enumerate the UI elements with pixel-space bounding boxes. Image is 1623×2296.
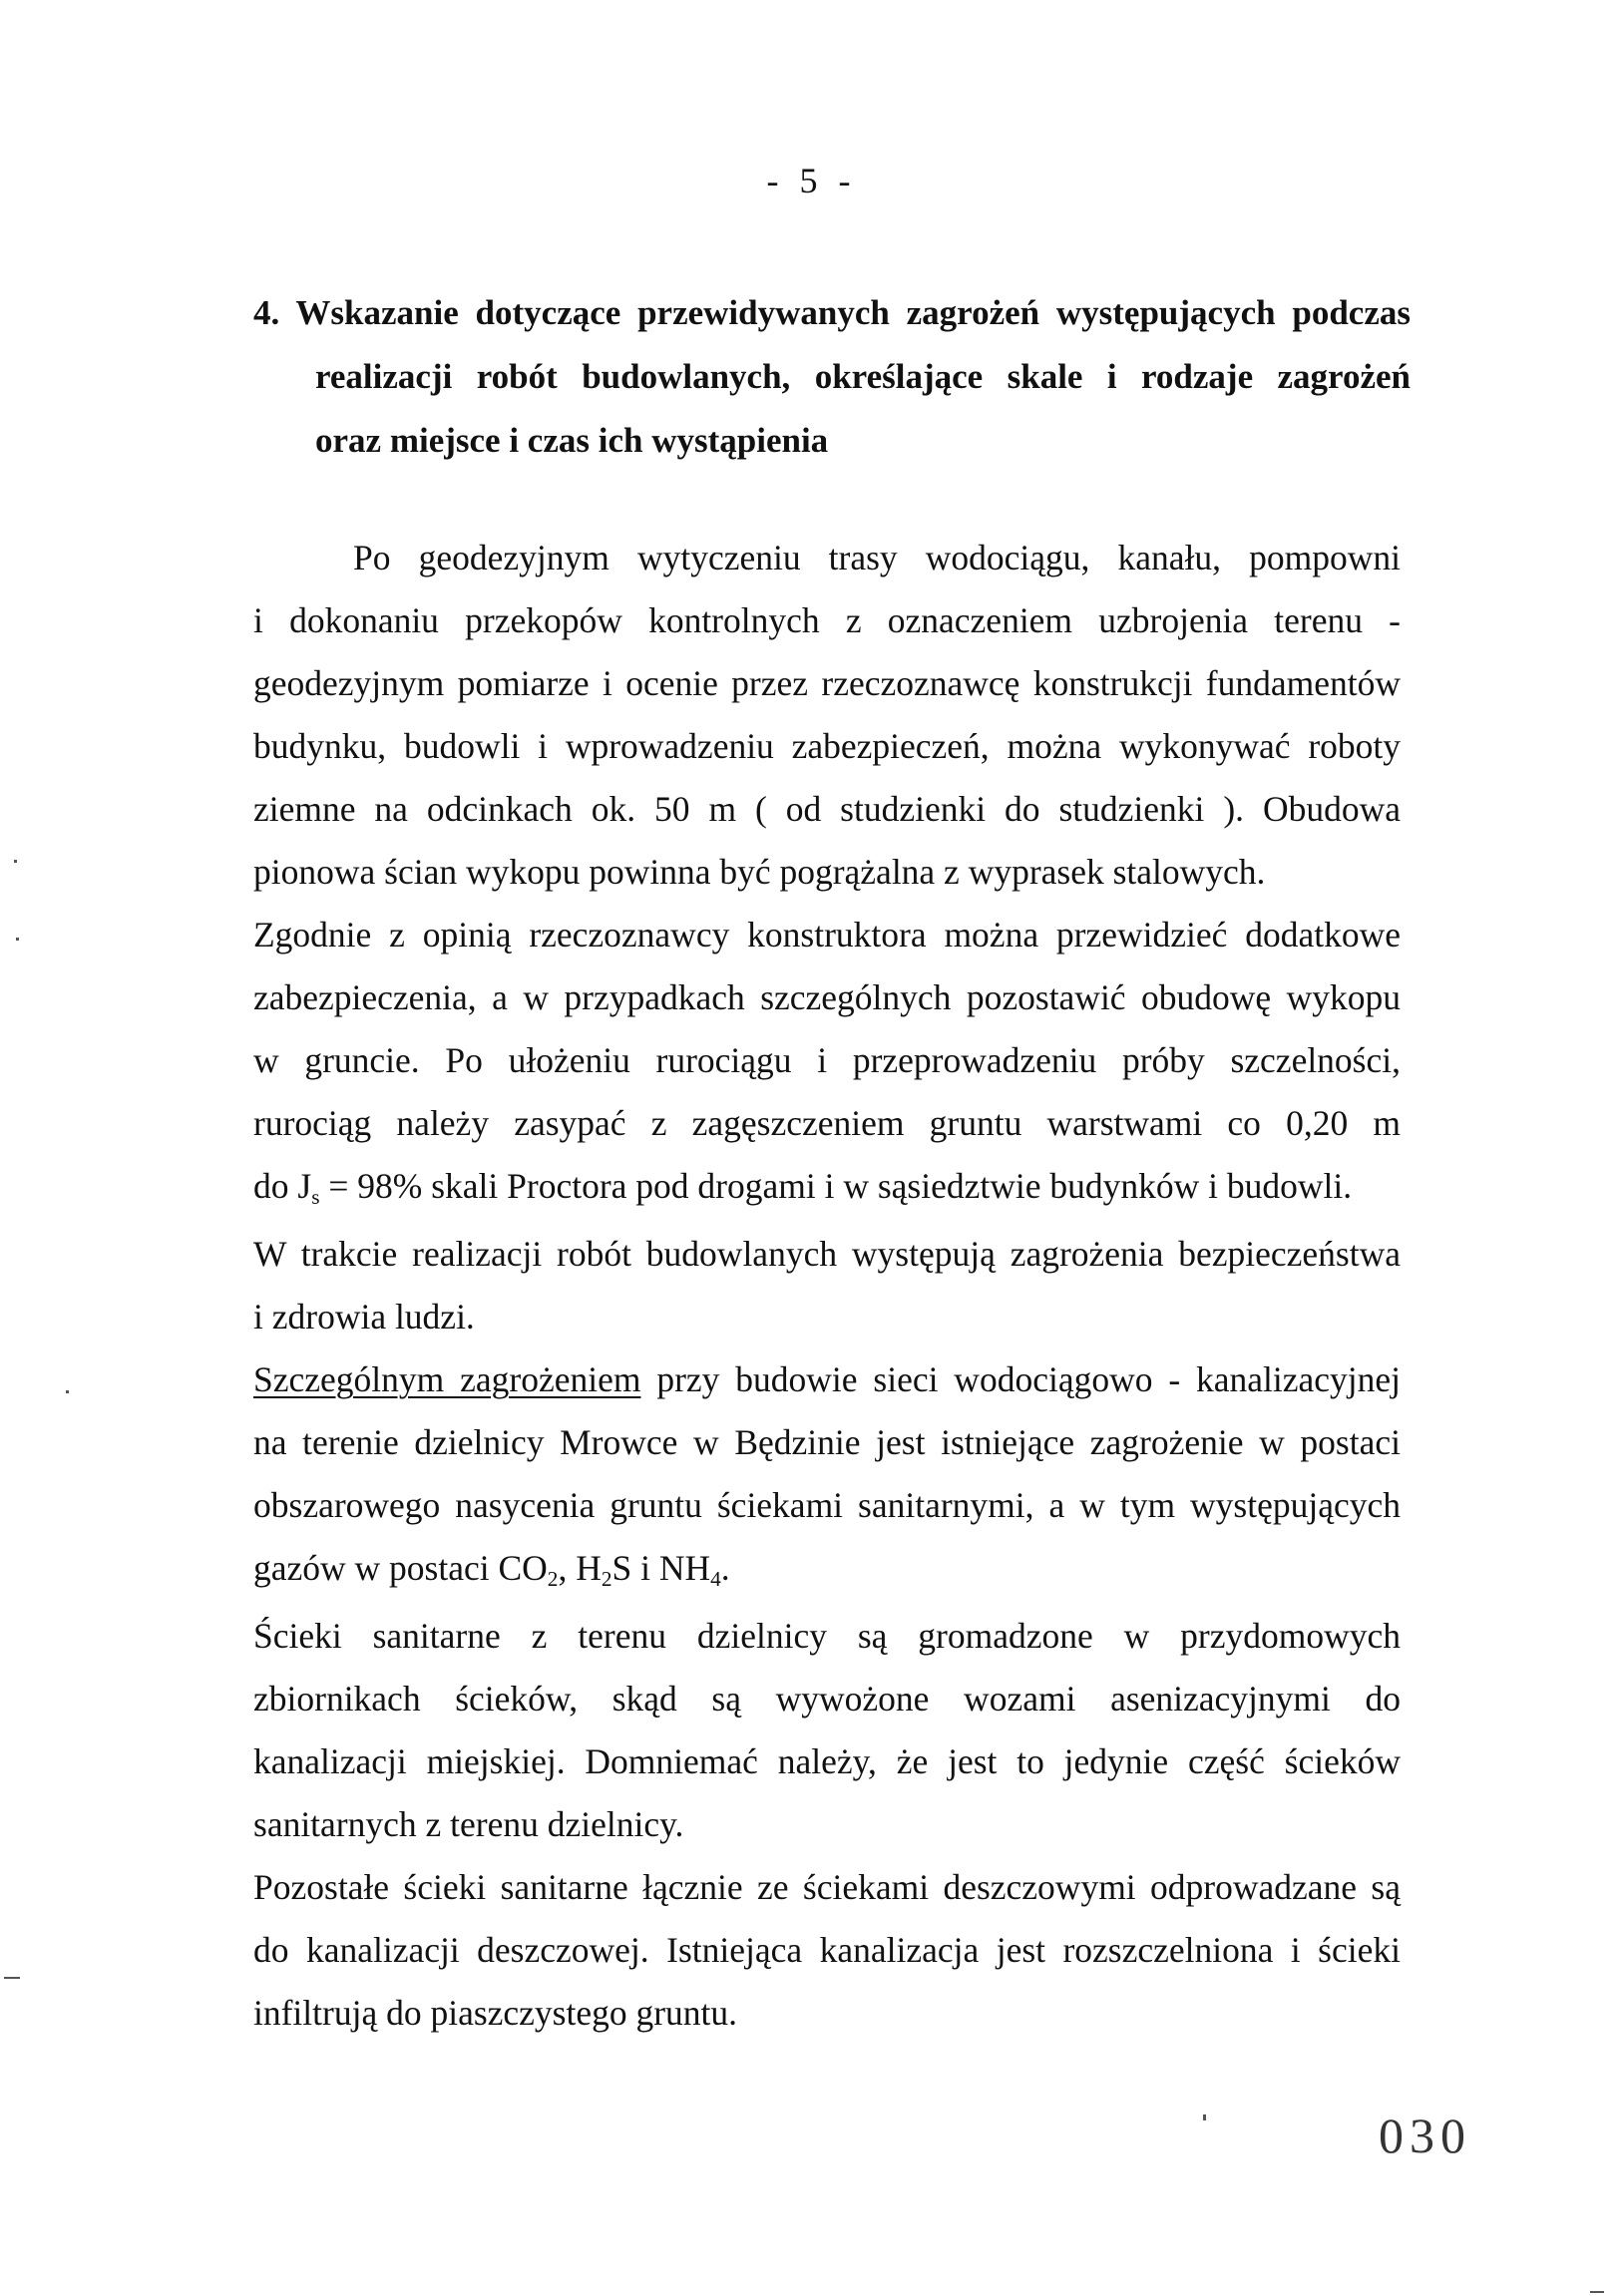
body-line: rurociąg należy zasypać z zagęszczeniem gruntu warstwami co 0,20 m	[253, 1103, 1401, 1143]
body-line: budynku, budowli i wprowadzeniu zabezpieczeń, można wykonywać roboty	[253, 726, 1401, 766]
body-line: Pozostałe ścieki sanitarne łącznie ze ściekami deszczowymi odprowadzane są	[253, 1867, 1401, 1907]
body-line: kanalizacji miejskiej. Domniemać należy, że jest to jedynie część ścieków	[253, 1741, 1401, 1781]
scan-speck	[4, 1977, 20, 1979]
body-line: na terenie dzielnicy Mrowce w Będzinie jest istniejące zagrożenie w postaci	[253, 1422, 1401, 1462]
archive-stamp-number: 030	[1379, 2107, 1471, 2163]
heading-number: 4.	[253, 293, 280, 332]
proctor-line: do $J_s = 98\%$ skali Proctora pod drogami i w sąsiedztwie budynków i budowli.	[253, 1166, 1353, 1210]
body-line: Zgodnie z opinią rzeczoznawcy konstruktora można przewidzieć dodatkowe	[253, 915, 1401, 955]
body-line: obszarowego nasycenia gruntu ściekami sanitarnymi, a w tym występujących	[253, 1485, 1401, 1525]
body-line: zabezpieczenia, a w przypadkach szczególnych pozostawić obudowę wykopu	[253, 977, 1401, 1017]
body-line: i dokonaniu przekopów kontrolnych z oznaczeniem uzbrojenia terenu -	[253, 600, 1401, 640]
special-threat-line: Szczególnym zagrożeniem przy budowie sieci wodociągowo - kanalizacyjnej	[253, 1359, 1402, 1399]
body-line: ziemne na odcinkach ok. 50 m ( od studzienki do studzienki ). Obudowa	[253, 789, 1401, 829]
scan-speck	[1590, 2291, 1604, 2293]
body-text	[253, 527, 1401, 2045]
body-line: Po geodezyjnym wytyczeniu trasy wodociągu, kanału, pompowni	[353, 538, 1401, 577]
scan-speck	[1203, 2114, 1206, 2120]
scan-speck	[14, 860, 17, 863]
heading-line-2: realizacji robót budowlanych, określające skale i rodzaje zagrożeń	[315, 357, 1411, 396]
scan-speck	[16, 938, 19, 941]
heading-line-1: 4. Wskazanie dotyczące przewidywanych zagrożeń występujących podczas	[253, 293, 1411, 332]
body-line: sanitarnych z terenu dzielnicy.	[253, 1804, 684, 1844]
gases-line: gazów w postaci $CO_2$, $H_2S$ i $NH_4$.	[253, 1548, 730, 1592]
body-line: w gruncie. Po ułożeniu rurociągu i przeprowadzeniu próby szczelności,	[253, 1040, 1401, 1080]
body-line: i zdrowia ludzi.	[253, 1297, 475, 1337]
body-line: infiltrują do piaszczystego gruntu.	[253, 1993, 738, 2033]
scan-speck	[66, 1390, 69, 1393]
body-line: W trakcie realizacji robót budowlanych występują zagrożenia bezpieczeństwa	[253, 1234, 1401, 1274]
body-line: geodezyjnym pomiarze i ocenie przez rzeczoznawcę konstrukcji fundamentów	[253, 663, 1401, 703]
body-line: Ścieki sanitarne z terenu dzielnicy są gromadzone w przydomowych	[253, 1616, 1401, 1656]
page-number: - 5 -	[766, 161, 857, 200]
body-line: pionowa ścian wykopu powinna być pogrążalna z wyprasek stalowych.	[253, 852, 1266, 892]
special-threat-label: Szczególnym zagrożeniem	[253, 1359, 641, 1399]
body-line: do kanalizacji deszczowej. Istniejąca kanalizacja jest rozszczelniona i ścieki	[253, 1930, 1401, 1970]
heading-line-3: oraz miejsce i czas ich wystąpienia	[315, 421, 829, 460]
body-line: zbiornikach ścieków, skąd są wywożone wozami asenizacyjnymi do	[253, 1679, 1401, 1719]
section-heading	[253, 281, 1411, 473]
